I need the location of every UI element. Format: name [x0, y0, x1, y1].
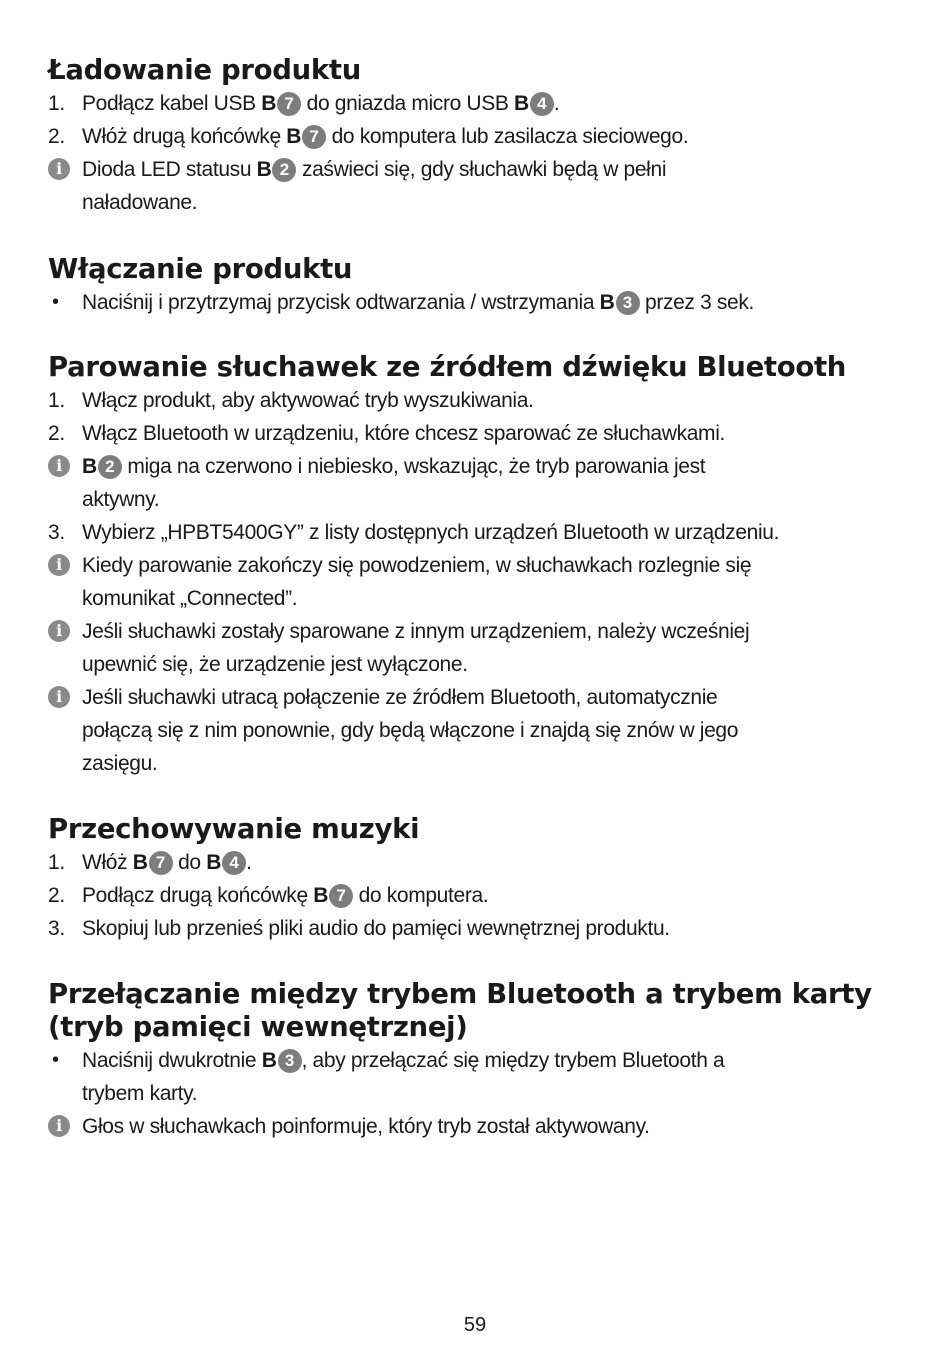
list-item-continuation: trybem karty. [82, 1082, 198, 1105]
part-number-badge: 2 [272, 158, 296, 182]
list-item: • Naciśnij i przytrzymaj przycisk odtwarzania / wstrzymania B 3 przez 3 sek. [52, 291, 754, 314]
info-icon: i [48, 1115, 70, 1137]
section-title: Ładowanie produktu [48, 54, 361, 86]
section-mode-switching [48, 978, 908, 1143]
section-charging [48, 54, 908, 219]
list-item: 1. Włącz produkt, aby aktywować tryb wyszukiwania. [48, 389, 534, 412]
section-title: Przechowywanie muzyki [48, 813, 420, 845]
section-title: Przełączanie między trybem Bluetooth a trybem karty [48, 978, 872, 1010]
list-item: 2. Podłącz drugą końcówkę B 7 do komputera. [48, 884, 489, 907]
info-icon: i [48, 455, 70, 477]
info-note: i B 2 miga na czerwono i niebiesko, wskazując, że tryb parowania jest [48, 450, 908, 483]
info-note: i Kiedy parowanie zakończy się powodzeniem, w słuchawkach rozlegnie się [48, 549, 908, 582]
part-number-badge: 4 [530, 92, 554, 116]
part-number-badge: 7 [149, 851, 173, 875]
info-note: i Głos w słuchawkach poinformuje, który tryb został aktywowany. [48, 1110, 908, 1143]
part-number-badge: 3 [278, 1049, 302, 1073]
info-note: i Dioda LED statusu B 2 zaświeci się, gdy słuchawki będą w pełni [48, 153, 908, 186]
list-item: 3. Skopiuj lub przenieś pliki audio do pamięci wewnętrznej produktu. [48, 917, 670, 940]
part-number-badge: 7 [302, 125, 326, 149]
info-note-continuation: upewnić się, że urządzenie jest wyłączone. [82, 653, 468, 676]
info-note-continuation: połączą się z nim ponownie, gdy będą włączone i znajdą się znów w jego [82, 719, 739, 742]
section-title: Włączanie produktu [48, 253, 353, 285]
list-item: 1. Włóż B 7 do B 4 . [48, 851, 252, 874]
part-number-badge: 7 [329, 884, 353, 908]
part-number-badge: 7 [277, 92, 301, 116]
list-item: 2. Włóż drugą końcówkę B 7 do komputera lub zasilacza sieciowego. [48, 125, 689, 148]
info-note-continuation: naładowane. [82, 191, 198, 214]
info-note-continuation: komunikat „Connected”. [82, 587, 298, 610]
info-note-continuation: zasięgu. [82, 752, 158, 775]
section-pairing [48, 351, 908, 780]
info-icon: i [48, 620, 70, 642]
section-music-storage [48, 813, 908, 945]
section-title-line-2: (tryb pamięci wewnętrznej) [48, 1011, 468, 1043]
info-note: i Jeśli słuchawki zostały sparowane z innym urządzeniem, należy wcześniej [48, 615, 908, 648]
info-icon: i [48, 554, 70, 576]
section-title: Parowanie słuchawek ze źródłem dźwięku Bluetooth [48, 351, 847, 383]
page-number: 59 [463, 1314, 487, 1336]
part-number-badge: 4 [222, 851, 246, 875]
part-number-badge: 3 [616, 291, 640, 315]
info-note: i Jeśli słuchawki utracą połączenie ze źródłem Bluetooth, automatycznie [48, 681, 908, 714]
list-item: 2. Włącz Bluetooth w urządzeniu, które chcesz sparować ze słuchawkami. [48, 422, 726, 445]
part-number-badge: 2 [98, 455, 122, 479]
info-icon: i [48, 686, 70, 708]
info-icon: i [48, 158, 70, 180]
list-item: 1. Podłącz kabel USB B 7 do gniazda micro USB B 4 . [48, 92, 560, 115]
section-power-on [48, 253, 908, 319]
list-item: • Naciśnij dwukrotnie B 3 , aby przełączać się między trybem Bluetooth a [52, 1049, 725, 1072]
info-note-continuation: aktywny. [82, 488, 160, 511]
list-item: 3. Wybierz „HPBT5400GY” z listy dostępnych urządzeń Bluetooth w urządzeniu. [48, 521, 780, 544]
